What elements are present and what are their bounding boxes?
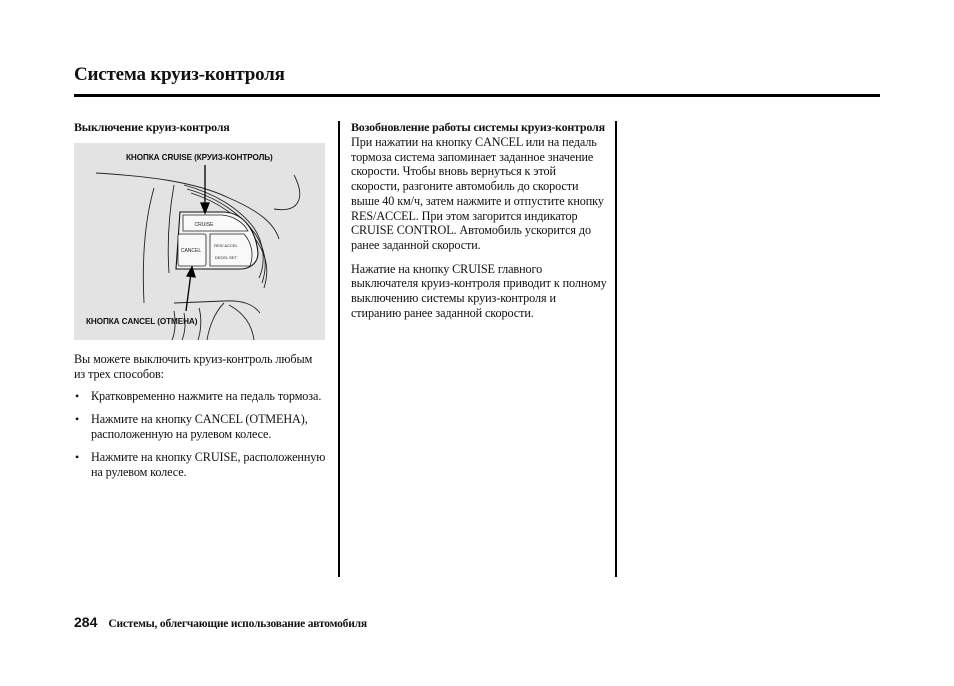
bullet-icon: • [75,450,80,465]
bullet-icon: • [75,412,80,427]
list-item-text: Кратковременно нажмите на педаль тормоза. [91,389,322,403]
middle-column [351,120,607,320]
cruise-button-label: CRUISE [194,222,214,228]
list-item [74,389,326,404]
res-accel-button-label: RES/ ACCEL [214,243,238,248]
list-item-text: Нажмите на кнопку CRUISE, расположенную на рулевом колесе. [91,450,326,479]
bullet-icon: • [75,389,80,403]
page-footer [74,614,367,630]
cruise-off-paragraph: Нажатие на кнопку CRUISE главного выключателя круиз-контроля приводит к полному выключению системы круиз-контроля и стиранию ранее заданной скорости. [351,261,607,320]
cancel-button-callout: КНОПКА CANCEL (ОТМЕНА) [86,317,198,326]
resume-paragraph: При нажатии на кнопку CANCEL или на педаль тормоза система запоминает заданное значение скорости. Чтобы вновь вернуться к этой скорости, разгоните автомобиль до скорости выше 40 км/ч, затем нажмите и отпустите кнопку RES/ACCEL. При этом загорится индикатор CRUISE CONTROL. Автомобиль ускорится до ранее заданной скорости. [351,135,604,252]
steering-wheel-controls-illustration [74,143,325,340]
page-number: 284 [74,614,98,630]
steering-wheel-drawing [74,143,325,340]
intro-text: Вы можете выключить круиз-контроль любым из трех способов: [74,352,313,381]
title-rule [74,94,880,97]
cruise-button-callout: КНОПКА CRUISE (КРУИЗ-КОНТРОЛЬ) [126,153,273,162]
list-item [74,450,326,479]
left-column [74,120,326,135]
column-divider-right [615,121,617,577]
section-heading-resume-cruise: Возобновление работы системы круиз-контроля [351,120,605,134]
cancel-button-label: CANCEL [180,248,202,254]
cancel-callout-arrow-icon [186,273,191,311]
list-item [74,412,326,441]
page-title: Система круиз-контроля [74,64,285,85]
column-divider-left [338,121,340,577]
list-item-text: Нажмите на кнопку CANCEL (ОТМЕНА), расположенную на рулевом колесе. [91,412,308,441]
section-heading-disable-cruise: Выключение круиз-контроля [74,120,230,134]
chapter-title: Системы, облегчающие использование автомобиля [108,618,367,630]
decel-set-button-label: DECEL SET [214,255,238,260]
disable-methods-list [74,389,326,488]
